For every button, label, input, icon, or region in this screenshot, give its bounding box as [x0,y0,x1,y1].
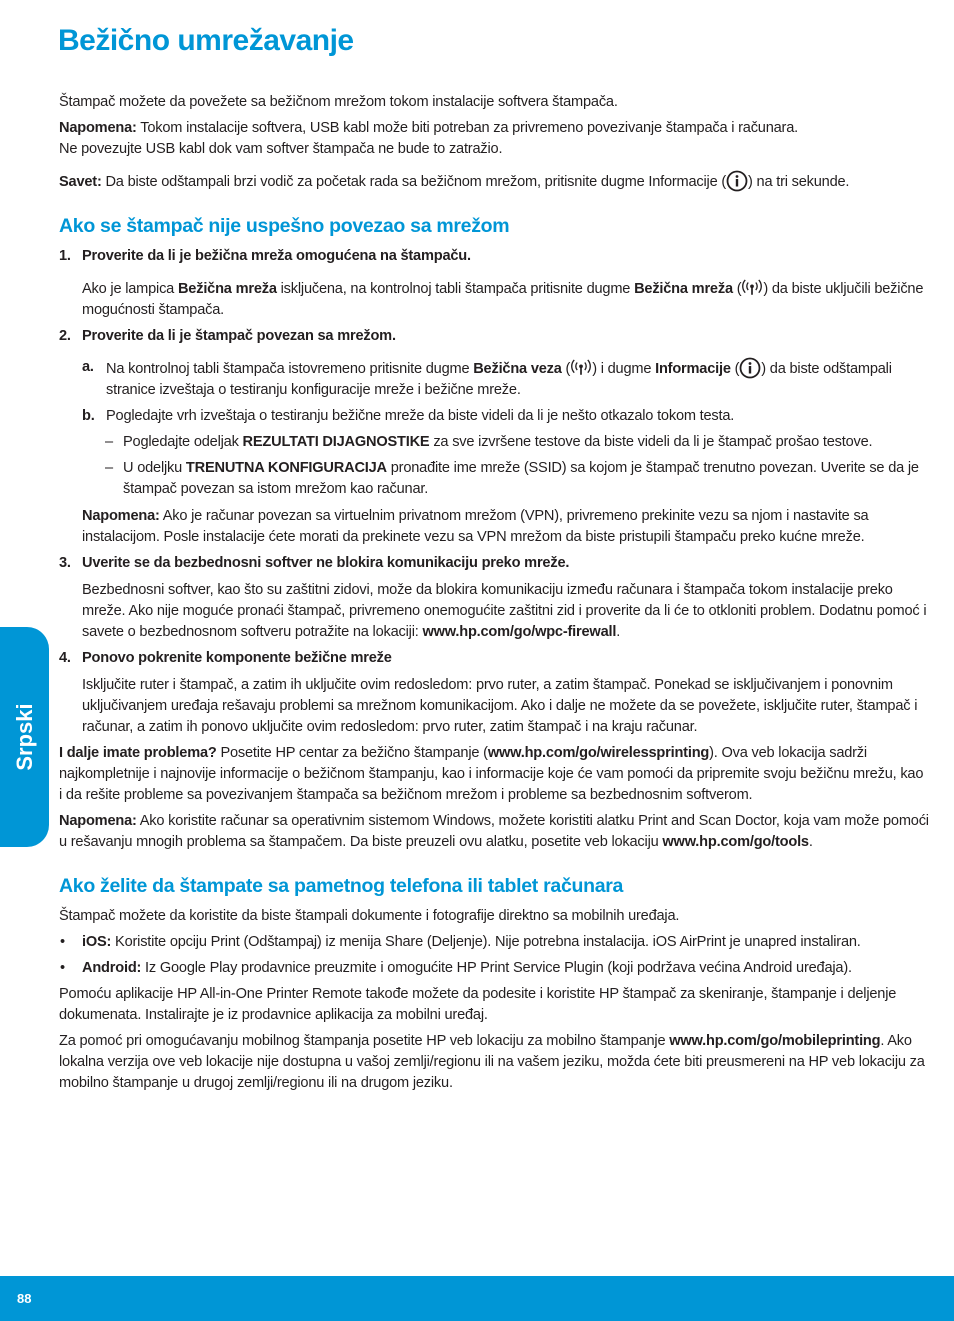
note-label: Napomena: [59,120,137,136]
text: Na kontrolnoj tabli štampača istovremeno pritisnite dugme [106,361,474,377]
section-heading-connection: Ako se štampač nije uspešno povezao sa mrežom [59,215,510,237]
section-heading-mobile: Ako želite da štampate sa pametnog telefona ili tablet računara [59,875,624,897]
text: Ako koristite računar sa operativnim sistemom Windows, možete koristiti alatku Print and Scan Doctor, koja vam može pomoći u rešavanju mnogih problema sa štampačem. Da biste preuzeli ovu alatku, posetite veb lokaciju [59,813,929,850]
text: ). Ova veb lokacija sadrži najkompletnije i najnovije informacije o bežičnom štampanju, kao i informacije koje će vam pomoći da pripremite svoju bežičnu mrežu, kao i da rešite probleme sa povezivanjem štampača sa bežičnom mrežom i probleme sa bezbednosnim softverom. [59,745,924,803]
step-4-title [59,648,929,669]
intro-note [59,118,929,160]
wireless-icon [741,277,763,299]
text: ( [732,281,742,297]
sub-label: a. [82,359,94,375]
footer-bar [0,1276,954,1321]
step-2-title [59,326,929,347]
text: U odeljku [123,460,186,476]
wireless-printing-link[interactable]: www.hp.com/go/wirelessprinting [487,745,710,761]
tip-text-end: ) na tri sekunde. [748,174,850,190]
intro-tip [59,170,929,193]
page-content [59,92,929,1094]
info-icon [739,357,761,379]
mobile-printing-paragraph [59,1031,929,1094]
wireless-icon [570,357,592,379]
bold-term: Bežična veza [473,361,562,377]
text: Ako je lampica [82,281,178,297]
vpn-note [59,506,929,548]
step-3-body [59,580,929,643]
bold-term: Bežična mreža [177,281,277,297]
info-icon [726,170,748,192]
tip-text: Da biste odštampali brzi vodič za početak rada sa bežičnom mrežom, pritisnite dugme Informacije ( [101,174,727,190]
text: ) da biste uključili bežične mogućnosti štampača. [82,281,924,318]
dash-item-diagnostics [59,432,929,453]
step-2a [59,357,929,401]
text: Ako je računar povezan sa virtuelnim privatnom mrežom (VPN), privremeno prekinite vezu sa njom i nastavite sa instalacijom. Posle instalacije ćete morati da prekinete vezu sa VPN mrežom da biste pristupili štampaču preko kućne mreže. [82,508,869,545]
dash-mark: – [105,434,113,450]
bold-term: REZULTATI DIJAGNOSTIKE [242,434,430,450]
more-help [59,743,929,806]
step-number: 3. [59,555,71,571]
note-text-2: Ne povezujte USB kabl dok vam softver štampača ne bude to zatražio. [59,141,503,157]
dash-item-configuration [59,458,929,500]
text: . [616,624,621,640]
more-help-label: I dalje imate problema? [59,745,217,761]
text: . [808,834,813,850]
text: isključena, na kontrolnoj tabli štampača pritisnite dugme [276,281,635,297]
tools-link[interactable]: www.hp.com/go/tools [662,834,809,850]
sub-label: b. [82,408,95,424]
step-number: 2. [59,328,71,344]
step-title-text: Ponovo pokrenite komponente bežične mreže [82,650,392,666]
text: Koristite opciju Print (Odštampaj) iz menija Share (Deljenje). Nije potrebna instalacija. iOS AirPrint je unapred instaliran. [111,934,861,950]
step-3-title [59,553,929,574]
bullet-mark: • [60,960,65,976]
page-number: 88 [17,1291,32,1306]
step-1-title [59,246,929,267]
step-number: 4. [59,650,71,666]
step-title-text: Proverite da li je štampač povezan sa mrežom. [82,328,396,344]
bold-term: iOS: [82,934,112,950]
bold-term: Informacije [655,361,731,377]
note-label: Napomena: [59,813,137,829]
step-title-text: Proverite da li je bežična mreža omogućena na štampaču. [82,248,471,264]
mobile-printing-link[interactable]: www.hp.com/go/mobileprinting [669,1033,881,1049]
tip-label: Savet: [59,174,102,190]
language-side-tab [0,627,49,847]
step-1-body [59,277,929,321]
step-title-text: Uverite se da bezbednosni softver ne blokira komunikaciju preko mreže. [82,555,570,571]
mobile-intro: Štampač možete da koristite da biste štampali dokumente i fotografije direktno sa mobilnih uređaja. [59,908,680,924]
text: Iz Google Play prodavnice preuzmite i omogućite HP Print Service Plugin (koji podržava većina Android uređaja). [141,960,852,976]
page-title: Bežično umrežavanje [58,24,354,57]
text: . Ako lokalna verzija ove veb lokacije nije dostupna u vašoj zemlji/regionu ili na vašem jeziku, možda ćete biti preusmereni na HP veb lokaciju za mobilno štampanje u drugoj zemlji/regionu ili na drugom jeziku. [59,1033,925,1091]
text: Za pomoć pri omogućavanju mobilnog štampanja posetite HP veb lokaciju za mobilno štampanje [59,1033,670,1049]
text: Bezbednosni softver, kao što su zaštitni zidovi, može da blokira komunikaciju između računara i štampača tokom instalacije preko mreže. Ako nije moguće pronaći štampač, privremeno onemogućite zaštitni zid i proverite da li će to otkloniti problem. Dodatnu pomoć i savete o bezbednosnom softveru potražite na lokaciji: [82,582,927,640]
tools-note [59,811,929,853]
text: Posetite HP centar za bežično štampanje ( [216,745,488,761]
text: za sve izvršene testove da biste videli da li je štampač prošao testove. [429,434,873,450]
note-label: Napomena: [82,508,160,524]
intro-text: Štampač možete da povežete sa bežičnom mrežom tokom instalacije softvera štampača. [59,94,618,110]
bold-term: TRENUTNA KONFIGURACIJA [185,460,387,476]
bullet-ios [59,932,929,953]
note-text: Tokom instalacije softvera, USB kabl može biti potreban za privremeno povezivanje štampača i računara. [136,120,798,136]
bold-term: Android: [82,960,142,976]
bullet-mark: • [60,934,65,950]
step-2b [59,406,929,427]
step-4-body: Isključite ruter i štampač, a zatim ih uključite ovim redosledom: prvo ruter, a zatim štampač. Ponekad se isključivanjem i ponovnim uključivanjem uređaja rešavaju problemi sa mrežnom komunikacijom. Ako i dalje ne možete da se povežete, isključite ruter, štampač i računar, a zatim ih ponovo uključite ovim redosledom: prvo ruter, zatim štampač i na kraju računar. [82,677,918,735]
text: ( [730,361,740,377]
dash-mark: – [105,460,113,476]
firewall-link[interactable]: www.hp.com/go/wpc-firewall [422,624,617,640]
step-number: 1. [59,248,71,264]
bold-term: Bežična mreža [634,281,733,297]
text: pronađite ime mreže (SSID) sa kojom je štampač trenutno povezan. Uverite se da je štampač povezan sa istom mrežom kao računar. [123,460,919,497]
text: ) da biste odštampali stranice izveštaja o testiranju konfiguracije mreže i bežične mreže. [106,361,892,398]
language-label: Srpski [11,703,37,771]
bullet-android [59,958,929,979]
text: Pogledajte vrh izveštaja o testiranju bežične mreže da biste videli da li je nešto otkazalo tokom testa. [106,408,735,424]
text: ) i dugme [592,361,656,377]
printer-remote-paragraph: Pomoću aplikacije HP All-in-One Printer Remote takođe možete da podesite i koristite HP štampač za skeniranje, štampanje i deljenje dokumenata. Instalirajte je iz prodavnice aplikacija za mobilni uređaj. [59,986,897,1023]
text: ( [561,361,571,377]
text: Pogledajte odeljak [123,434,243,450]
